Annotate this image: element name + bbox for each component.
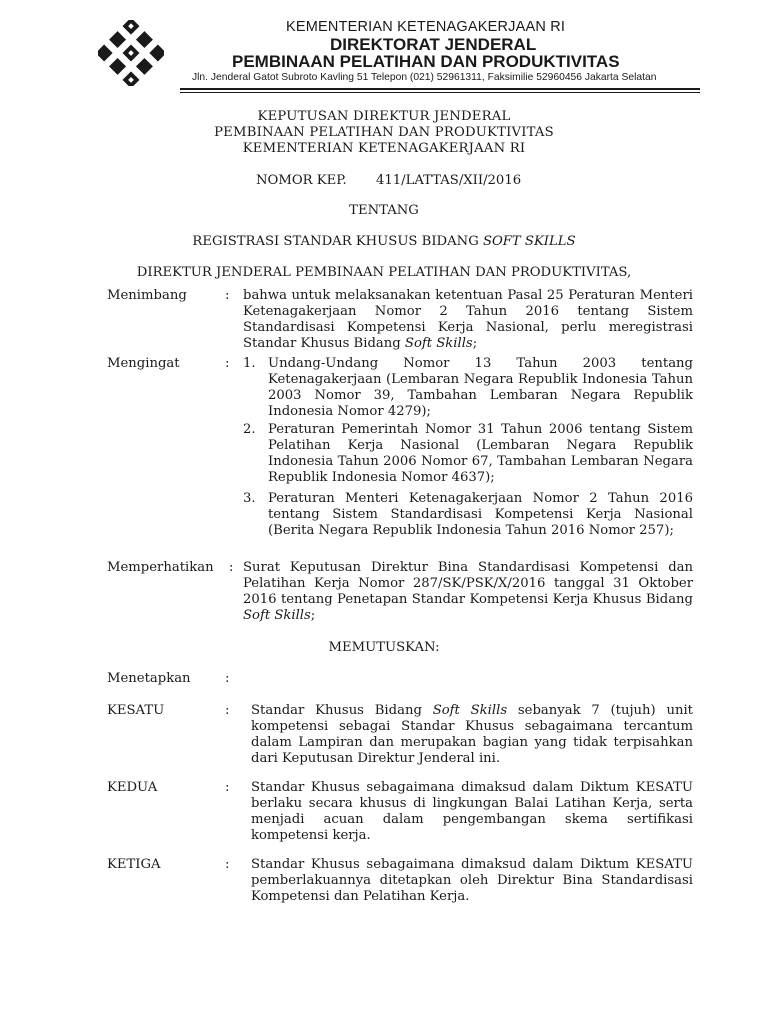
mengingat-item-3-text: Peraturan Menteri Ketenagakerjaan Nomor 2 Tahun 2016 tentang Sistem Standardisasi Kompetensi Kerja Nasional (Berita Negara Republik Indonesia Tahun 2016 Nomor 257);	[268, 491, 693, 538]
ministry-logo-icon	[98, 20, 164, 86]
menetapkan-colon: :	[225, 671, 230, 686]
menimbang-text-end: ;	[472, 336, 478, 351]
decree-about: TENTANG	[349, 203, 419, 218]
ketiga-text: Standar Khusus sebagaimana dimaksud dalam Diktum KESATU pemberlakuannya ditetapkan oleh Direktur Bina Standardisasi Kompetensi dan Pelatihan Kerja.	[251, 857, 693, 904]
kesatu-text	[251, 703, 693, 767]
ketiga-label: KETIGA	[107, 857, 161, 872]
letterhead-divider	[180, 88, 700, 90]
letterhead-divider-thin	[180, 92, 700, 93]
letterhead-address: Jln. Jenderal Gatot Subroto Kavling 51 Telepon (021) 52961311, Faksimilie 52960456 Jakarta Selatan	[192, 72, 657, 83]
decree-issuer: DIREKTUR JENDERAL PEMBINAAN PELATIHAN DAN PRODUKTIVITAS,	[136, 265, 632, 280]
mengingat-item-2-text: Peraturan Pemerintah Nomor 31 Tahun 2006 tentang Sistem Pelatihan Kerja Nasional (Lembaran Negara Republik Indonesia Tahun 2006 Nomor 67, Tambahan Lembaran Negara Republik Indonesia Nomor 4637);	[268, 422, 693, 485]
mengingat-label: Mengingat	[107, 356, 180, 371]
decree-subject-text: REGISTRASI STANDAR KHUSUS BIDANG	[192, 234, 479, 249]
kesatu-text-body: sebanyak 7 (tujuh) unit kompetensi sebagai Standar Khusus sebagaimana tercantum dalam Lampiran dan merupakan bagian yang tidak terpisahkan dari Keputusan Direktur Jenderal ini.	[251, 703, 693, 766]
ketiga-colon: :	[225, 857, 230, 872]
kesatu-label: KESATU	[107, 703, 165, 718]
memperhatikan-label: Memperhatikan	[107, 560, 214, 575]
mengingat-colon: :	[225, 356, 230, 371]
decree-heading-line2: PEMBINAAN PELATIHAN DAN PRODUKTIVITAS	[214, 125, 554, 140]
mengingat-item-1-text: Undang-Undang Nomor 13 Tahun 2003 tentang Ketenagakerjaan (Lembaran Negara Republik Indonesia Tahun 2003 Nomor 39, Tambahan Lembaran Negara Republik Indonesia Nomor 4279);	[268, 356, 693, 419]
menimbang-text-italic: Soft Skills	[404, 336, 473, 351]
menimbang-colon: :	[225, 288, 230, 303]
memperhatikan-text	[243, 560, 693, 624]
memutuskan-heading: MEMUTUSKAN:	[328, 640, 440, 655]
kedua-label: KEDUA	[107, 780, 158, 795]
decree-subject	[0, 234, 768, 250]
mengingat-item-2-number: 2.	[243, 422, 256, 437]
menimbang-text	[243, 288, 693, 352]
memperhatikan-text-italic: Soft Skills	[243, 608, 311, 623]
decree-number-value: 411/LATTAS/XII/2016	[376, 173, 522, 188]
menetapkan-label: Menetapkan	[107, 671, 191, 686]
memperhatikan-text-body: Surat Keputusan Direktur Bina Standardisasi Kompetensi dan Pelatihan Kerja Nomor 287/SK/PSK/X/2016 tanggal 31 Oktober 2016 tentang Penetapan Standar Kompetensi Kerja Khusus Bidang	[243, 560, 693, 607]
menimbang-text-body: bahwa untuk melaksanakan ketentuan Pasal 25 Peraturan Menteri Ketenagakerjaan Nomor 2 Tahun 2016 tentang Sistem Standardisasi Kompetensi Kerja Nasional, perlu meregistrasi Standar Khusus Bidang	[243, 288, 693, 351]
decree-heading-line1: KEPUTUSAN DIREKTUR JENDERAL	[257, 109, 511, 124]
letterhead-unit: PEMBINAAN PELATIHAN DAN PRODUKTIVITAS	[232, 52, 620, 71]
kesatu-colon: :	[225, 703, 230, 718]
mengingat-item-1-number: 1.	[243, 356, 256, 371]
menimbang-label: Menimbang	[107, 288, 187, 303]
letterhead-directorate: DIREKTORAT JENDERAL	[330, 35, 537, 54]
kesatu-text-start: Standar Khusus Bidang	[251, 703, 422, 718]
memperhatikan-text-end: ;	[310, 608, 316, 623]
kesatu-text-italic: Soft Skills	[432, 703, 508, 718]
letterhead-ministry: KEMENTERIAN KETENAGAKERJAAN RI	[286, 19, 566, 35]
memperhatikan-colon: :	[229, 560, 234, 575]
decree-number-label: NOMOR KEP.	[256, 173, 347, 188]
decree-subject-italic: SOFT SKILLS	[482, 234, 576, 249]
decree-heading-line3: KEMENTERIAN KETENAGAKERJAAN RI	[242, 141, 526, 156]
kedua-colon: :	[225, 780, 230, 795]
kedua-text: Standar Khusus sebagaimana dimaksud dalam Diktum KESATU berlaku secara khusus di lingkungan Balai Latihan Kerja, serta menjadi acuan dalam pengembangan skema sertifikasi kompetensi kerja.	[251, 780, 693, 843]
mengingat-item-3-number: 3.	[243, 491, 256, 506]
